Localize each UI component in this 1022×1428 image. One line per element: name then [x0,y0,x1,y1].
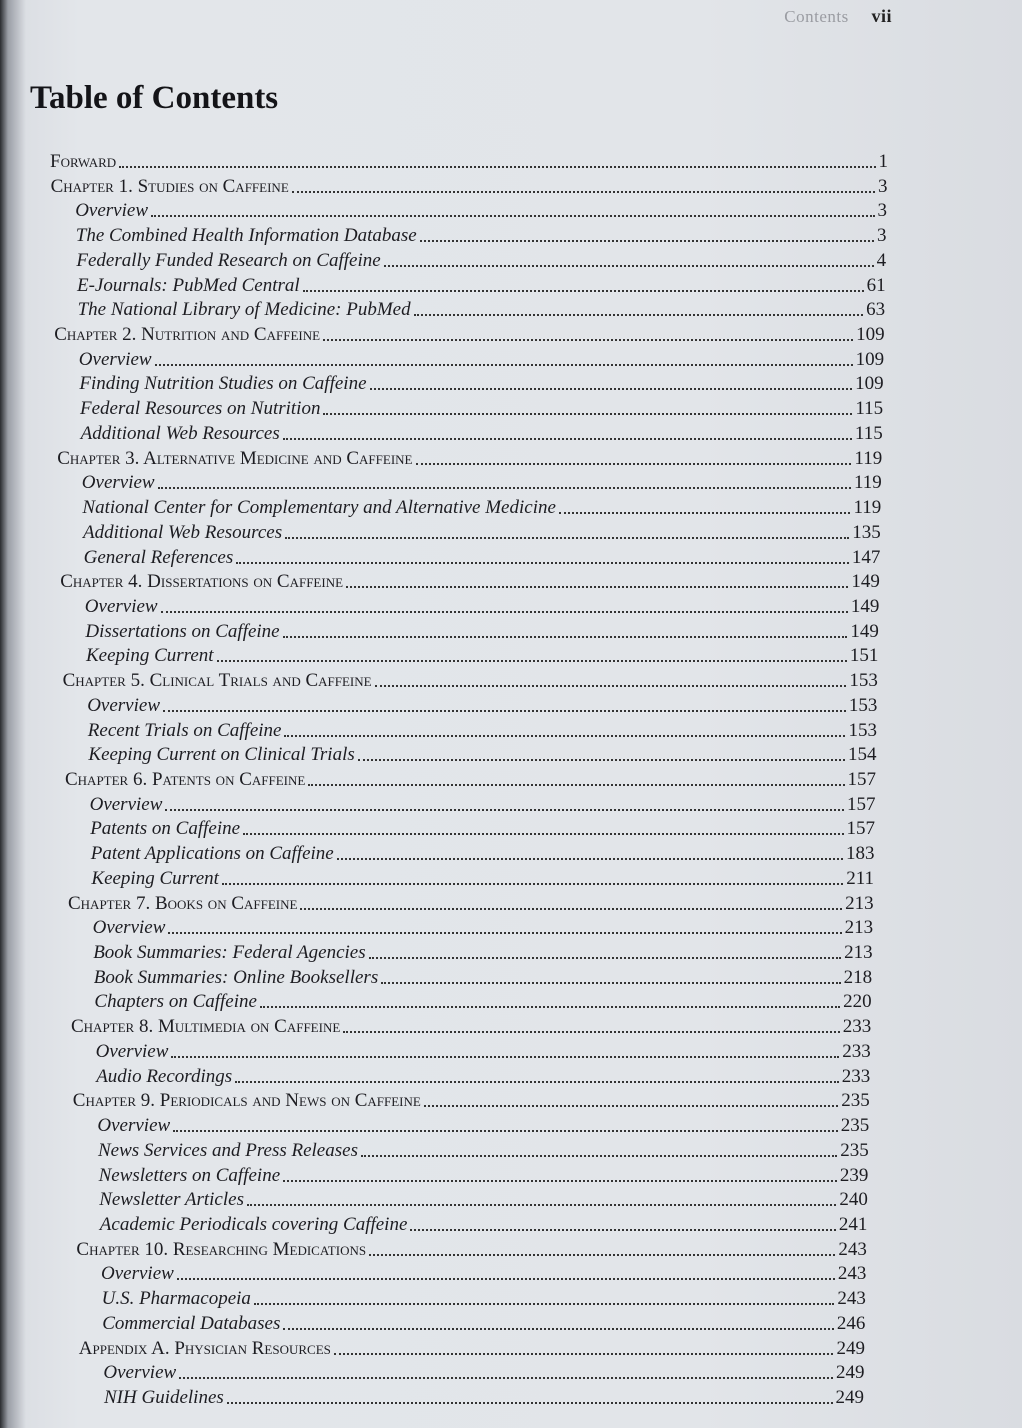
dot-leader [414,313,864,316]
running-header [784,6,892,27]
toc-entry-label: Book Summaries: Online Booksellers [93,966,379,988]
toc-chapter-entry [65,768,876,792]
toc-entry-page: 235 [841,1090,870,1112]
toc-entry-label: Chapter 9. Periodicals and News on Caffeine [72,1090,421,1112]
toc-entry-label: Audio Recordings [96,1065,233,1087]
toc-section-entry [91,842,875,866]
toc-entry-page: 249 [835,1387,864,1408]
toc-entry-page: 109 [855,348,885,370]
toc-entry-label: The National Library of Medicine: PubMed [77,299,411,321]
toc-entry-page: 233 [842,1040,871,1062]
toc-entry-label: Overview [81,472,155,494]
toc-entry-label: Finding Nutrition Studies on Caffeine [79,373,367,395]
toc-entry-label: News Services and Press Releases [98,1139,358,1161]
dot-leader [334,1352,834,1355]
toc-entry-label: Chapter 4. Dissertations on Caffeine [60,571,344,593]
dot-leader [171,1055,839,1058]
toc-entry-label: Chapter 6. Patents on Caffeine [65,769,306,790]
dot-leader [227,1401,833,1404]
toc-section-entry [76,224,887,248]
dot-leader [155,363,853,366]
toc-section-entry [75,199,887,223]
toc-entry-label: Keeping Current on Clinical Trials [88,744,355,766]
toc-section-entry [103,1361,864,1385]
dot-leader [323,412,852,415]
toc-entry-page: 115 [854,422,883,444]
toc-entry-page: 249 [836,1337,865,1359]
toc-entry-page: 241 [838,1213,868,1235]
toc-section-entry [87,694,877,718]
toc-entry-page: 220 [843,991,872,1013]
toc-chapter-entry [60,570,880,594]
toc-chapter-entry [50,150,888,174]
toc-entry-page: 243 [837,1288,866,1310]
toc-entry-page: 183 [846,843,875,865]
dot-leader [308,783,844,786]
toc-entry-label: Keeping Current [91,867,219,889]
toc-entry-page: 1 [878,151,888,172]
toc-chapter-entry [73,1089,870,1113]
toc-chapter-entry [51,175,888,199]
toc-entry-label: Federal Resources on Nutrition [80,398,321,420]
toc-section-entry [101,1262,866,1286]
dot-leader [163,709,846,712]
toc-section-entry [76,249,886,273]
toc-entry-label: Overview [103,1362,177,1384]
dot-leader [292,190,875,193]
toc-entry-page: 153 [849,670,878,692]
dot-leader [416,462,852,465]
dot-leader [369,1253,835,1256]
toc-chapter-entry [54,323,884,347]
toc-section-entry [82,471,882,495]
toc-section-entry [104,1386,864,1410]
dot-leader [358,758,845,761]
toc-entry-label: Chapter 3. Alternative Medicine and Caffeine [57,447,413,469]
toc-entry-label: National Center for Complementary and Alternative Medicine [82,497,556,519]
toc-section-entry [78,298,886,322]
dot-leader [323,338,853,341]
dot-leader [283,437,852,440]
toc-entry-page: 246 [836,1312,866,1334]
toc-entry-label: Dissertations on Caffeine [85,620,280,642]
toc-entry-page: 213 [845,892,874,914]
toc-entry-page: 235 [840,1115,870,1137]
toc-section-entry [79,348,884,372]
toc-section-entry [88,743,876,767]
dot-leader [381,981,840,984]
dot-leader [254,1302,834,1305]
dot-leader [235,1080,839,1083]
toc-chapter-entry [57,447,882,471]
toc-section-entry [99,1188,868,1212]
toc-entry-page: 119 [854,447,883,469]
dot-leader [346,585,848,588]
dot-leader [361,1154,837,1157]
toc-section-entry [83,521,881,545]
toc-entry-label: Additional Web Resources [80,422,280,444]
toc-entry-label: Overview [95,1040,169,1062]
toc-chapter-entry [68,892,874,916]
toc-entry-page: 3 [877,225,887,247]
toc-section-entry [100,1213,868,1237]
toc-entry-label: Chapters on Caffeine [94,991,257,1013]
toc-entry-page: 218 [843,966,873,988]
toc-entry-label: Book Summaries: Federal Agencies [93,942,366,964]
dot-leader [424,1104,838,1107]
toc-entry-page: 149 [850,595,880,617]
toc-entry-page: 109 [855,373,884,395]
toc-entry-label: General References [83,546,234,568]
toc-entry-page: 157 [847,769,876,790]
toc-entry-page: 63 [866,299,886,321]
toc-section-entry [88,719,877,743]
toc-entry-label: Overview [97,1115,171,1137]
toc-entry-page: 213 [844,942,873,964]
dot-leader [236,561,849,564]
dot-leader [179,1376,833,1379]
toc-entry-label: Overview [87,694,160,716]
table-of-contents [0,146,1022,1416]
dot-leader [173,1129,838,1132]
toc-entry-label: Academic Periodicals covering Caffeine [99,1213,408,1235]
toc-entry-page: 233 [842,1016,872,1038]
toc-section-entry [102,1312,865,1336]
toc-entry-label: Patents on Caffeine [90,818,241,840]
toc-entry-label: Recent Trials on Caffeine [87,719,282,741]
toc-entry-page: 154 [847,744,877,766]
dot-leader [151,214,875,217]
toc-entry-page: 153 [848,694,878,716]
toc-section-entry [102,1287,866,1311]
toc-entry-label: Overview [84,595,158,617]
toc-entry-page: 211 [846,867,875,889]
toc-entry-page: 157 [847,793,876,815]
toc-section-entry [77,274,886,298]
toc-section-entry [94,990,871,1014]
toc-section-entry [81,422,883,446]
toc-section-entry [82,496,881,520]
dot-leader [283,1179,837,1182]
toc-section-entry [79,372,883,396]
dot-leader [161,610,848,613]
toc-section-entry [85,595,880,619]
running-header-section: Contents [784,7,849,26]
toc-section-entry [93,916,874,940]
dot-leader [177,1277,835,1280]
toc-entry-page: 4 [876,249,887,271]
dot-leader [420,239,874,242]
toc-entry-label: Chapter 10. Researching Medications [76,1238,367,1260]
dot-leader [375,684,847,687]
toc-entry-page: 61 [866,274,886,296]
toc-entry-page: 233 [841,1065,871,1087]
toc-chapter-entry [76,1238,866,1262]
dot-leader [165,808,844,811]
toc-entry-page: 3 [877,200,888,222]
toc-section-entry [90,793,876,817]
toc-entry-label: Chapter 5. Clinical Trials and Caffeine [62,670,372,692]
toc-entry-page: 249 [835,1362,865,1384]
dot-leader [384,264,874,267]
toc-entry-page: 153 [848,719,877,741]
toc-entry-label: Appendix A. Physician Resources [78,1337,331,1359]
toc-section-entry [96,1065,870,1089]
toc-entry-label: Overview [75,200,148,222]
toc-entry-page: 135 [852,521,881,543]
toc-section-entry [93,941,872,965]
toc-entry-label: The Combined Health Information Database [75,225,417,247]
toc-entry-page: 235 [840,1139,869,1161]
dot-leader [217,659,847,662]
toc-entry-label: Forward [50,151,117,172]
toc-section-entry [90,817,875,841]
toc-entry-label: Chapter 8. Multimedia on Caffeine [71,1016,341,1038]
toc-entry-page: 119 [853,497,882,519]
toc-entry-label: Patent Applications on Caffeine [90,843,334,865]
toc-entry-page: 115 [855,398,884,420]
dot-leader [260,1005,840,1008]
toc-entry-label: Commercial Databases [102,1312,281,1334]
dot-leader [283,635,848,638]
toc-entry-page: 149 [851,571,880,593]
dot-leader [119,165,875,168]
toc-section-entry [84,546,881,570]
dot-leader [158,486,851,489]
toc-entry-page: 147 [851,546,881,568]
dot-leader [222,882,843,885]
toc-section-entry [85,620,878,644]
dot-leader [168,931,841,934]
toc-entry-page: 119 [853,472,882,494]
toc-section-entry [96,1040,871,1064]
toc-section-entry [91,867,874,891]
dot-leader [284,734,845,737]
toc-section-entry [86,644,878,668]
toc-entry-page: 109 [856,324,885,346]
toc-entry-label: Keeping Current [86,645,214,667]
dot-leader [243,832,843,835]
page-number: vii [871,6,892,26]
toc-section-entry [94,966,872,990]
toc-entry-label: E-Journals: PubMed Central [77,274,300,296]
toc-section-entry [97,1114,869,1138]
toc-entry-label: Overview [89,793,163,815]
toc-section-entry [99,1164,869,1188]
dot-leader [285,536,849,539]
toc-chapter-entry [71,1015,871,1039]
dot-leader [370,387,853,390]
dot-leader [247,1203,836,1206]
toc-entry-page: 243 [837,1263,867,1285]
toc-entry-page: 240 [839,1189,868,1211]
toc-entry-page: 157 [846,818,876,840]
toc-entry-label: Newsletters on Caffeine [98,1164,281,1186]
toc-entry-page: 3 [878,175,888,197]
toc-entry-label: Overview [78,348,152,370]
toc-entry-page: 151 [849,645,879,667]
toc-entry-label: Newsletter Articles [99,1189,244,1211]
toc-entry-label: Chapter 7. Books on Caffeine [68,892,298,914]
toc-entry-label: Federally Funded Research on Caffeine [76,249,381,271]
toc-section-entry [98,1139,869,1163]
toc-chapter-entry [63,669,878,693]
dot-leader [410,1228,835,1231]
toc-entry-label: U.S. Pharmacopeia [101,1288,251,1310]
toc-entry-label: Chapter 2. Nutrition and Caffeine [54,324,321,346]
dot-leader [303,289,864,292]
toc-entry-page: 213 [844,917,874,939]
dot-leader [369,956,841,959]
toc-section-entry [80,397,883,421]
toc-entry-page: 239 [839,1164,869,1186]
toc-entry-label: Overview [101,1263,174,1285]
toc-entry-label: NIH Guidelines [104,1387,224,1408]
toc-entry-label: Additional Web Resources [83,521,283,543]
dot-leader [337,857,843,860]
page-title: Table of Contents [30,80,279,116]
dot-leader [559,511,851,514]
toc-entry-page: 243 [838,1238,867,1260]
toc-chapter-entry [79,1337,865,1361]
toc-entry-label: Chapter 1. Studies on Caffeine [50,175,289,197]
dot-leader [300,907,842,910]
toc-entry-page: 149 [850,620,879,642]
dot-leader [343,1030,839,1033]
toc-entry-label: Overview [92,917,166,939]
dot-leader [283,1327,834,1330]
